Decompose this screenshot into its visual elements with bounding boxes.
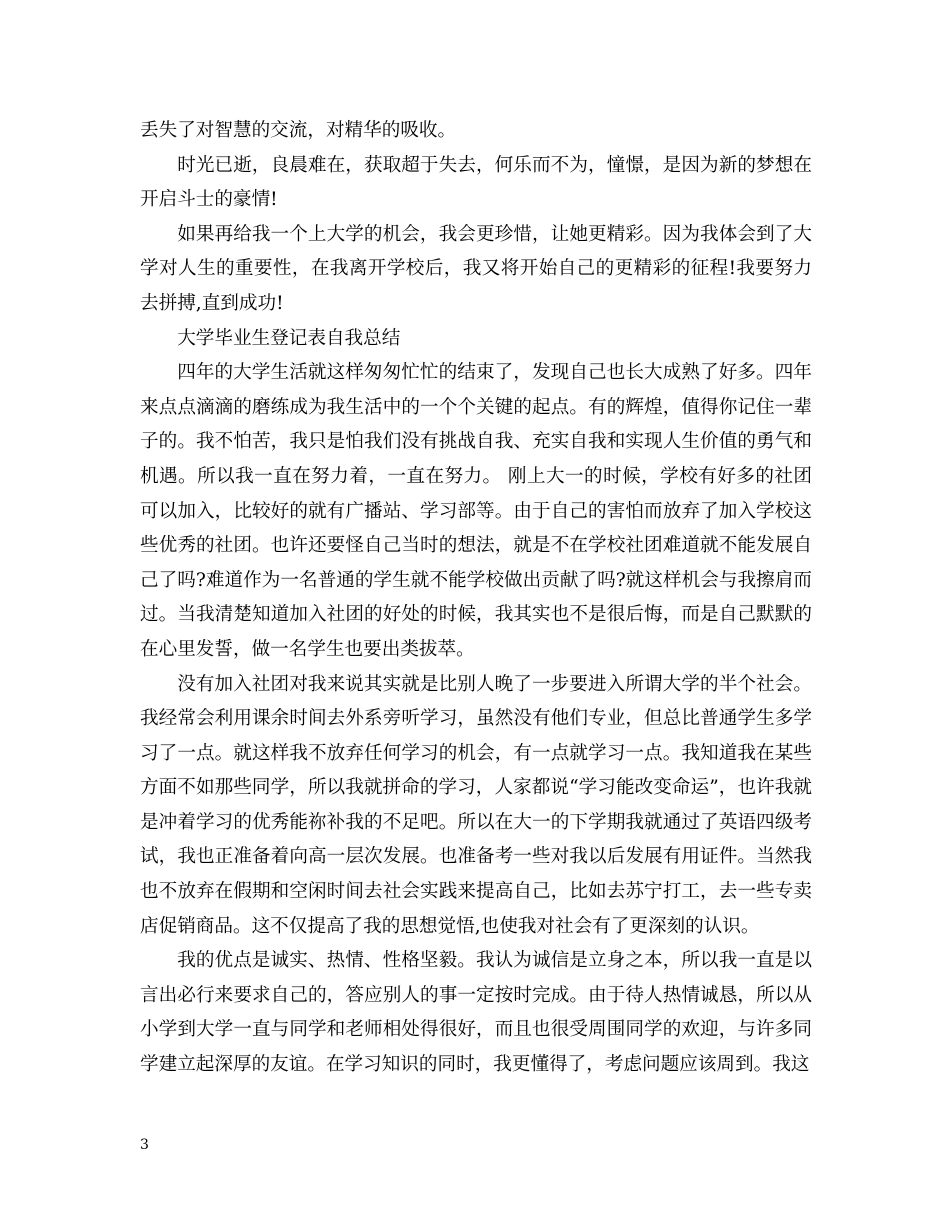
paragraph: 没有加入社团对我来说其实就是比别人晚了一步要进入所谓大学的半个社会。我经常会利用课余时间去外系旁听学习，虽然没有他们专业，但总比普通学生多学习了一点。就这样我不放弃任何学习的机会，有一点就学习一点。我知道我在某些方面不如那些同学，所以我就拼命的学习，人家都说“学习能改变命运”，也许我就是冲着学习的优秀能祢补我的不足吧。所以在大一的下学期我就通过了英语四级考试，我也正准备着向高一层次发展。也准备考一些对我以后发展有用证件。当然我也不放弃在假期和空闲时间去社会实践来提高自己，比如去苏宁打工，去一些专卖店促销商品。这不仅提高了我的思想觉悟,也使我对社会有了更深刻的认识。	[140, 673, 812, 937]
paragraph: 我的优点是诚实、热情、性格坚毅。我认为诚信是立身之本，所以我一直是以言出必行来要求自己的，答应别人的事一定按时完成。由于待人热情诚恳，所以从小学到大学一直与同学和老师相处得很好，而且也很受周围同学的欢迎，与许多同学建立起深厚的友谊。在学习知识的同时，我更懂得了，考虑问题应该周到。我这	[140, 950, 812, 1076]
section-heading: 大学毕业生登记表自我总结	[177, 327, 401, 349]
paragraph: 时光已逝，良晨难在，获取超于失去，何乐而不为，憧憬，是因为新的梦想在开启斗士的豪情!	[140, 154, 812, 211]
page-number: 3	[140, 1137, 149, 1153]
paragraph: 四年的大学生活就这样匆匆忙忙的结束了，发现自己也长大成熟了好多。四年来点点滴滴的磨练成为我生活中的一个个关键的起点。有的辉煌，值得你记住一辈子的。我不怕苦，我只是怕我们没有挑战自我、充实自我和实现人生价值的勇气和机遇。所以我一直在努力着，一直在努力。 刚上大一的时候，学校有好多的社团可以加入，比较好的就有广播站、学习部等。由于自己的害怕而放弃了加入学校这些优秀的社团。也许还要怪自己当时的想法，就是不在学校社团难道就不能发展自己了吗?难道作为一名普通的学生就不能学校做出贡献了吗?就这样机会与我擦肩而过。当我清楚知道加入社团的好处的时候，我其实也不是很后悔，而是自己默默的在心里发誓，做一名学生也要出类拔萃。	[140, 362, 812, 660]
paragraph-continuation: 丢失了对智慧的交流，对精华的吸收。	[140, 120, 457, 141]
paragraph: 如果再给我一个上大学的机会，我会更珍惜，让她更精彩。因为我体会到了大学对人生的重要性，在我离开学校后，我又将开始自己的更精彩的征程!我要努力去拼搏,直到成功!	[140, 223, 812, 314]
body-text	[140, 114, 812, 1083]
